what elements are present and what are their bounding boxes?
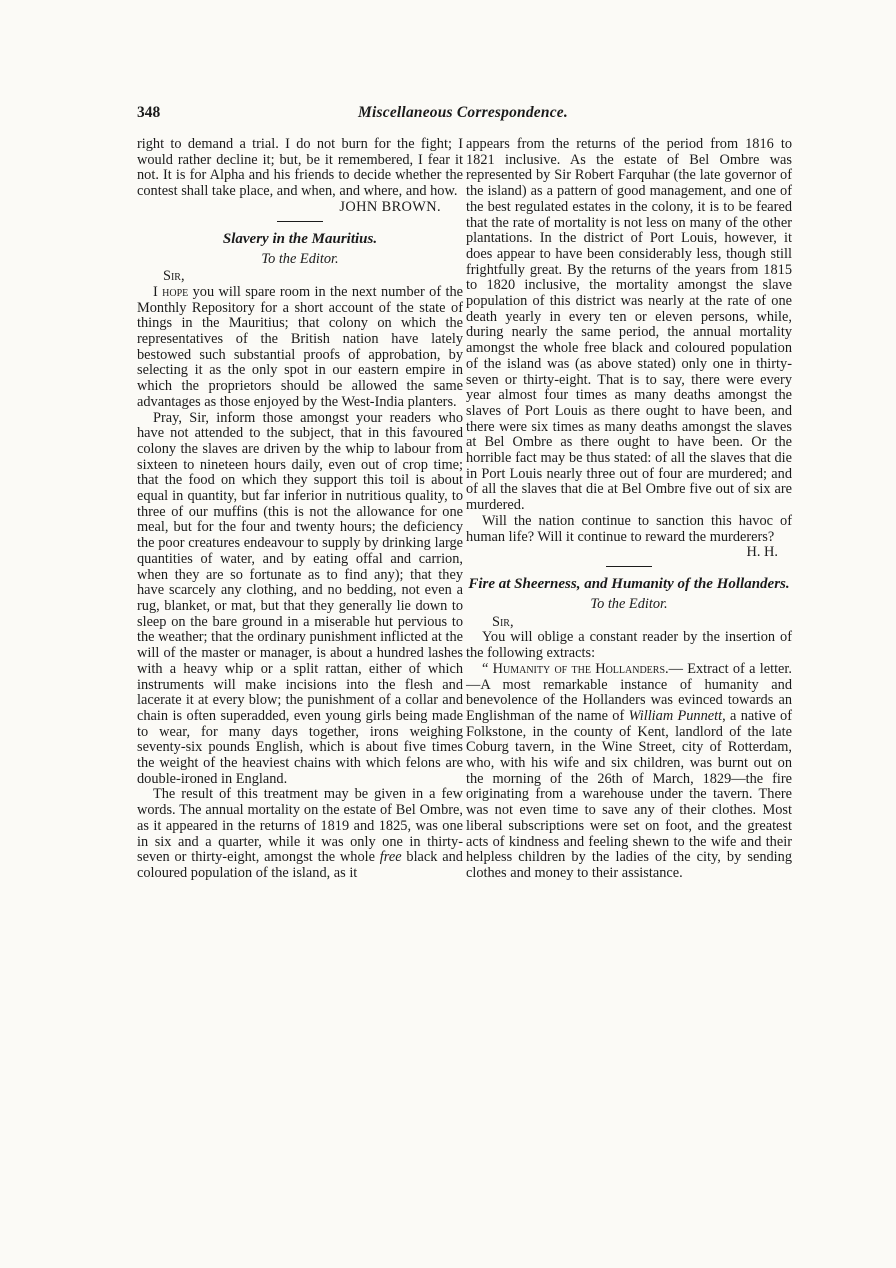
paragraph: Will the nation continue to sanction this havoc of human life? Will it continue to reward the murderers?	[466, 512, 792, 545]
paragraph: Pray, Sir, inform those amongst your readers who have not attended to the subject, that in this favoured colony the slaves are driven by the whip to labour from sixteen to nineteen hours daily, even out of crop time; that the food on which they support this toil is about equal in quantity, but far inferior in nutritious quality, to three of our muffins (this is not the allowance for one meal, but for the four and twenty hours; the deficiency the poor creatures endeavour to supply by drinking large quantities of water, and by eating offal and carrion, when they are so fortunate as to find any); that they have scarcely any clothing, and no bedding, not even a rug, blanket, or mat, but that they generally lie down to sleep on the bare ground in a miserable hut pervious to the weather; that the ordinary punishment inflicted at the will of the master or manager, is about a hundred lashes with a heavy whip or a split rattan, either of which instruments will make incisions into the flesh and lacerate it at every blow; the punishment of a collar and chain is often superadded, even young girls being made to wear, for many days together, irons weighing seventy-six pounds English, which is about five times the weight of the heaviest chains with which felons are double-ironed in England.	[137, 409, 463, 787]
page-number: 348	[137, 104, 161, 121]
paragraph-text: — Extract of a letter.—A most remarkable instance of humanity and benevolence of the Hollanders was evinced towards an Englishman of the name of	[466, 660, 792, 724]
paragraph-text: , a native of Folkstone, in the county of Kent, landlord of the late Coburg tavern, in the Wine Street, city of Rotterdam, who, with his wife and six children, was burnt out on the morning of the 26th of March, 1829—the fire originating from a warehouse under the tavern. There was not even time to save any of their clothes. Most liberal subscriptions were set on foot, and the greatest acts of kindness and feeling shewn to the wife and their helpless children by the ladies of the city, by sending clothes and money to their assistance.	[466, 707, 793, 881]
paragraph-text: you will spare room in the next number of the Monthly Repository for a short account of the state of things in the Mauritius; that colony on which the representatives of the British nation have lately bestowed such substantial proofs of approbation, by selecting it as the only spot in our eastern empire in which the proprietors should be allowed the same advantages as those enjoyed by the West-India planters.	[137, 283, 463, 410]
paragraph: You will oblige a constant reader by the insertion of the following extracts:	[466, 629, 792, 662]
section-divider	[277, 221, 323, 222]
signature: JOHN BROWN.	[339, 198, 441, 215]
running-title: Miscellaneous Correspondence.	[358, 104, 568, 121]
signature: H. H.	[746, 544, 778, 561]
person-name: William Punnett	[628, 707, 723, 724]
article-subtitle: To the Editor.	[590, 595, 668, 612]
article-title: Slavery in the Mauritius.	[222, 230, 378, 247]
right-column	[466, 137, 792, 882]
section-divider	[606, 566, 652, 567]
paragraph	[137, 285, 463, 411]
continued-paragraph: right to demand a trial. I do not burn for the fight; I would rather decline it; but, be it remembered, I fear it not. It is for Alpha and his friends to decide whether the contest shall take place, and when, and where, and how.	[137, 136, 463, 200]
salutation: Sir,	[492, 613, 514, 630]
article-title: Fire at Sheerness, and Humanity of the Hollanders.	[468, 575, 790, 592]
left-column	[137, 137, 463, 882]
page-header	[137, 104, 789, 130]
lead-in-text: I hope	[153, 283, 189, 300]
paragraph	[137, 787, 463, 881]
paragraph-text: black and coloured population of the island, as it	[137, 849, 463, 881]
continued-paragraph: appears from the returns of the period from 1816 to 1821 inclusive. As the estate of Bel Ombre was represented by Sir Robert Farquhar (the late governor of the island) as a pattern of good management, and one of the best regulated estates in the colony, it is to be feared that the rate of mortality is not less on many of the other plantations. In the district of Port Louis, however, it does appear to have been considerably less, though still frightfully great. By the returns of the years from 1815 to 1820 inclusive, the mortality amongst the slave population of this district was nearly at the rate of one death yearly in every ten or eleven persons, while, during nearly the same period, the annual mortality amongst the whole free black and coloured population of the island was (as above stated) only one in thirty-seven or thirty-eight. That is to say, there were every year almost four times as many deaths amongst the slaves of Port Louis as there ought to have been, and there were six times as many deaths amongst the slaves at Bel Ombre as there ought to have been. Or the horrible fact may be thus stated: of all the slaves that die in Port Louis nearly three out of four are murdered; and of all the slaves that die at Bel Ombre five out of six are murdered.	[466, 136, 792, 514]
paragraph-text: The result of this treatment may be given in a few words. The annual mortality on the estate of Bel Ombre, as it appeared in the returns of 1819 and 1825, was one in six and a quarter, while it was only one in thirty-seven or thirty-eight, amongst the whole	[137, 786, 463, 866]
emphasis-text: free	[379, 849, 402, 866]
paragraph	[466, 662, 792, 882]
article-subtitle: To the Editor.	[261, 250, 339, 267]
salutation: Sir,	[163, 268, 185, 285]
lead-in-text: “ Humanity of the Hollanders.	[482, 660, 669, 677]
